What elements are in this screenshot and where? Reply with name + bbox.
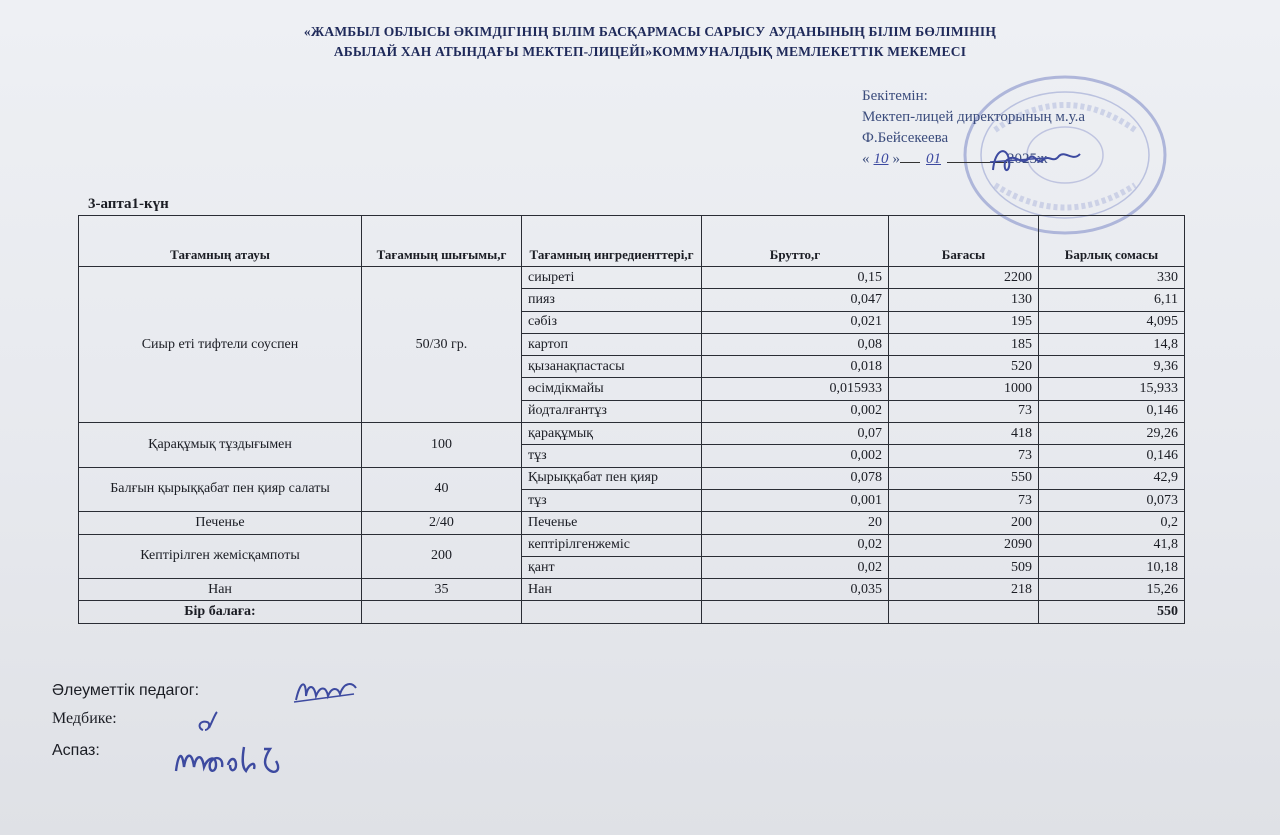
ingredient: өсімдікмайы xyxy=(522,378,702,400)
sum: 0,2 xyxy=(1039,512,1185,534)
brutto: 0,047 xyxy=(702,289,889,311)
header-line-2: АБЫЛАЙ ХАН АТЫНДАҒЫ МЕКТЕП-ЛИЦЕЙІ»КОММУНАЛДЫҚ МЕМЛЕКЕТТІК МЕКЕМЕСІ xyxy=(333,44,967,59)
table-row xyxy=(79,267,1185,289)
ingredient: кептірілгенжеміс xyxy=(522,534,702,556)
dish-name: Қарақұмық тұздығымен xyxy=(79,423,362,468)
dish-yield: 200 xyxy=(362,534,522,579)
ingredient: сиыреті xyxy=(522,267,702,289)
table-row xyxy=(79,534,1185,556)
approval-year: 2025ж xyxy=(1007,151,1048,167)
price: 550 xyxy=(889,467,1039,489)
price: 195 xyxy=(889,311,1039,333)
table-header-row xyxy=(79,216,1185,267)
header-yield: Тағамның шығымы,г xyxy=(362,216,522,267)
brutto: 20 xyxy=(702,512,889,534)
sum: 0,146 xyxy=(1039,400,1185,422)
header-dish: Тағамның атауы xyxy=(79,216,362,267)
table-row xyxy=(79,512,1185,534)
cook-signature-icon xyxy=(170,735,290,785)
price: 73 xyxy=(889,400,1039,422)
sum: 15,933 xyxy=(1039,378,1185,400)
brutto: 0,02 xyxy=(702,534,889,556)
header-price: Бағасы xyxy=(889,216,1039,267)
dish-name: Нан xyxy=(79,579,362,601)
dish-yield: 2/40 xyxy=(362,512,522,534)
price: 73 xyxy=(889,489,1039,511)
table-row xyxy=(79,467,1185,489)
dish-name: Кептірілген жемісқампоты xyxy=(79,534,362,579)
menu-table xyxy=(78,215,1185,624)
header-brutto: Брутто,г xyxy=(702,216,889,267)
brutto: 0,002 xyxy=(702,400,889,422)
price: 418 xyxy=(889,423,1039,445)
brutto: 0,02 xyxy=(702,556,889,578)
week-day-label: 3-апта1-күн xyxy=(88,196,169,212)
approval-title: Бекітемін: xyxy=(862,88,928,104)
approval-position: Мектеп-лицей директорының м.у.а xyxy=(862,109,1085,125)
header-line-1: «ЖАМБЫЛ ОБЛЫСЫ ӘКІМДІГІНІҢ БІЛІМ БАСҚАРМАСЫ САРЫСУ АУДАНЫНЫҢ БІЛІМ БӨЛІМІНІҢ xyxy=(303,24,997,39)
dish-yield: 50/30 гр. xyxy=(362,267,522,423)
ingredient: қарақұмық xyxy=(522,423,702,445)
sum: 10,18 xyxy=(1039,556,1185,578)
ingredient: пияз xyxy=(522,289,702,311)
brutto: 0,002 xyxy=(702,445,889,467)
sum: 41,8 xyxy=(1039,534,1185,556)
header-sum: Барлық сомасы xyxy=(1039,216,1185,267)
price: 218 xyxy=(889,579,1039,601)
dish-name: Балғын қырыққабат пен қияр салаты xyxy=(79,467,362,512)
price: 1000 xyxy=(889,378,1039,400)
nurse-label: Медбике: xyxy=(52,710,117,727)
price: 200 xyxy=(889,512,1039,534)
brutto: 0,078 xyxy=(702,467,889,489)
sum: 6,11 xyxy=(1039,289,1185,311)
per-child-label: Бір балаға: xyxy=(79,601,362,623)
ingredient: йодталғантұз xyxy=(522,400,702,422)
approval-day: 10 xyxy=(873,151,889,167)
ingredient: тұз xyxy=(522,489,702,511)
table-row xyxy=(79,423,1185,445)
dish-yield: 40 xyxy=(362,467,522,512)
sum: 14,8 xyxy=(1039,333,1185,355)
price: 73 xyxy=(889,445,1039,467)
price: 185 xyxy=(889,333,1039,355)
approval-name: Ф.Бейсекеева xyxy=(862,130,949,146)
ingredient: Нан xyxy=(522,579,702,601)
brutto: 0,015933 xyxy=(702,378,889,400)
total-sum: 550 xyxy=(1039,601,1185,623)
price: 520 xyxy=(889,356,1039,378)
ingredient: картоп xyxy=(522,333,702,355)
price: 2200 xyxy=(889,267,1039,289)
sum: 9,36 xyxy=(1039,356,1185,378)
sum: 0,146 xyxy=(1039,445,1185,467)
table-footer-row xyxy=(79,601,1185,623)
ingredient: Қырыққабат пен қияр xyxy=(522,467,702,489)
social-pedagogue-signature-icon xyxy=(290,672,360,708)
dish-yield: 100 xyxy=(362,423,522,468)
price: 509 xyxy=(889,556,1039,578)
ingredient: қант xyxy=(522,556,702,578)
ingredient: сәбіз xyxy=(522,311,702,333)
social-pedagogue-label: Әлеуметтік педагог: xyxy=(52,682,200,699)
price: 130 xyxy=(889,289,1039,311)
brutto: 0,018 xyxy=(702,356,889,378)
brutto: 0,08 xyxy=(702,333,889,355)
cook-label: Аспаз: xyxy=(52,742,100,759)
brutto: 0,001 xyxy=(702,489,889,511)
brutto: 0,021 xyxy=(702,311,889,333)
sum: 15,26 xyxy=(1039,579,1185,601)
director-signature-icon xyxy=(985,140,1085,180)
dish-name: Печенье xyxy=(79,512,362,534)
ingredient: тұз xyxy=(522,445,702,467)
sum: 4,095 xyxy=(1039,311,1185,333)
approval-date: « 10 » 01 2025ж xyxy=(862,151,1048,167)
sum: 330 xyxy=(1039,267,1185,289)
approval-month: 01 xyxy=(926,151,941,167)
sum: 29,26 xyxy=(1039,423,1185,445)
dish-yield: 35 xyxy=(362,579,522,601)
brutto: 0,07 xyxy=(702,423,889,445)
price: 2090 xyxy=(889,534,1039,556)
dish-name: Сиыр еті тифтели соуспен xyxy=(79,267,362,423)
sum: 42,9 xyxy=(1039,467,1185,489)
ingredient: Печенье xyxy=(522,512,702,534)
table-row xyxy=(79,579,1185,601)
nurse-signature-icon xyxy=(195,710,225,736)
sum: 0,073 xyxy=(1039,489,1185,511)
ingredient: қызанақпастасы xyxy=(522,356,702,378)
brutto: 0,15 xyxy=(702,267,889,289)
header-ingredients: Тағамның ингредиенттері,г xyxy=(522,216,702,267)
brutto: 0,035 xyxy=(702,579,889,601)
